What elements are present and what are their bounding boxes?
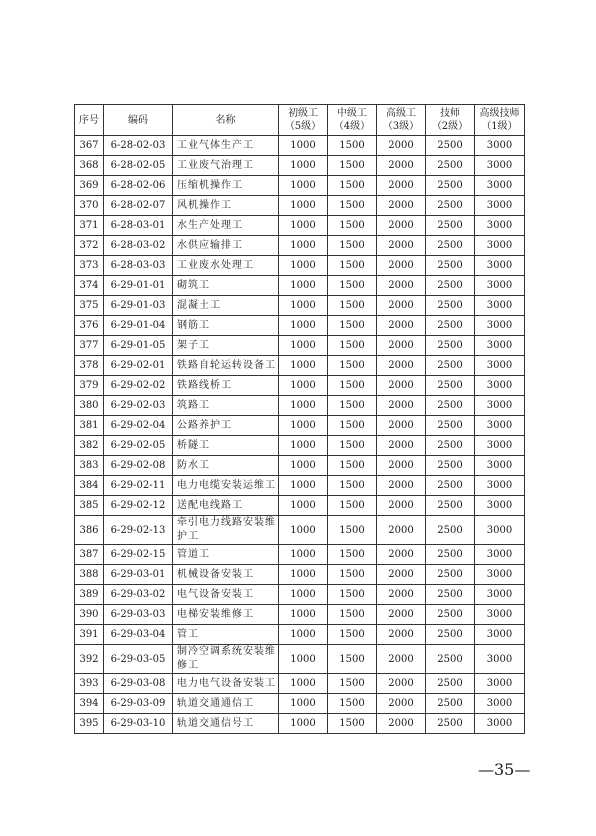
cell-level3: 2000 <box>377 496 426 516</box>
cell-code: 6-29-03-09 <box>104 694 173 714</box>
cell-name: 水供应输排工 <box>173 236 279 256</box>
table-row <box>75 416 525 436</box>
cell-level4: 1500 <box>328 645 377 674</box>
cell-code: 6-29-03-01 <box>104 565 173 585</box>
cell-name: 桥隧工 <box>173 436 279 456</box>
cell-code: 6-29-01-05 <box>104 336 173 356</box>
cell-level1: 3000 <box>475 336 525 356</box>
cell-level3: 2000 <box>377 336 426 356</box>
cell-level5: 1000 <box>279 136 328 156</box>
cell-level2: 2500 <box>426 356 475 376</box>
cell-level2: 2500 <box>426 236 475 256</box>
cell-level4: 1500 <box>328 336 377 356</box>
cell-level4: 1500 <box>328 256 377 276</box>
cell-name: 筑路工 <box>173 396 279 416</box>
header-level2-title: 技师 <box>440 108 460 119</box>
cell-seq: 393 <box>75 674 104 694</box>
table-row <box>75 336 525 356</box>
cell-level1: 3000 <box>475 376 525 396</box>
cell-level3: 2000 <box>377 516 426 545</box>
cell-name: 钢筋工 <box>173 316 279 336</box>
table-row <box>75 605 525 625</box>
cell-name: 风机操作工 <box>173 196 279 216</box>
table-row <box>75 516 525 545</box>
table-row <box>75 276 525 296</box>
cell-level4: 1500 <box>328 136 377 156</box>
cell-name: 架子工 <box>173 336 279 356</box>
cell-level2: 2500 <box>426 545 475 565</box>
cell-level1: 3000 <box>475 496 525 516</box>
cell-level5: 1000 <box>279 714 328 734</box>
cell-level5: 1000 <box>279 336 328 356</box>
cell-level4: 1500 <box>328 565 377 585</box>
table-row <box>75 256 525 276</box>
cell-level4: 1500 <box>328 196 377 216</box>
cell-code: 6-29-03-10 <box>104 714 173 734</box>
cell-level5: 1000 <box>279 196 328 216</box>
table-row <box>75 316 525 336</box>
cell-level1: 3000 <box>475 396 525 416</box>
cell-code: 6-29-01-01 <box>104 276 173 296</box>
cell-code: 6-29-02-11 <box>104 476 173 496</box>
cell-level3: 2000 <box>377 256 426 276</box>
table-row <box>75 565 525 585</box>
cell-level3: 2000 <box>377 196 426 216</box>
cell-code: 6-29-02-01 <box>104 356 173 376</box>
cell-level1: 3000 <box>475 565 525 585</box>
page-number: —35— <box>478 760 531 779</box>
table-body <box>75 136 525 734</box>
cell-level2: 2500 <box>426 456 475 476</box>
cell-level1: 3000 <box>475 674 525 694</box>
cell-level4: 1500 <box>328 476 377 496</box>
cell-level2: 2500 <box>426 416 475 436</box>
cell-code: 6-28-02-06 <box>104 176 173 196</box>
cell-level5: 1000 <box>279 516 328 545</box>
cell-code: 6-29-01-04 <box>104 316 173 336</box>
cell-level3: 2000 <box>377 714 426 734</box>
cell-level2: 2500 <box>426 605 475 625</box>
cell-level1: 3000 <box>475 156 525 176</box>
cell-level1: 3000 <box>475 276 525 296</box>
cell-seq: 391 <box>75 625 104 645</box>
cell-level5: 1000 <box>279 176 328 196</box>
cell-level5: 1000 <box>279 496 328 516</box>
cell-seq: 382 <box>75 436 104 456</box>
cell-name: 制冷空调系统安装维修工 <box>173 645 279 674</box>
cell-level5: 1000 <box>279 276 328 296</box>
cell-name: 工业废水处理工 <box>173 256 279 276</box>
cell-level1: 3000 <box>475 416 525 436</box>
cell-level4: 1500 <box>328 545 377 565</box>
cell-level3: 2000 <box>377 296 426 316</box>
table-row <box>75 176 525 196</box>
header-level3-title: 高级工 <box>386 108 416 119</box>
cell-seq: 386 <box>75 516 104 545</box>
cell-level1: 3000 <box>475 714 525 734</box>
header-seq: 序号 <box>75 105 104 136</box>
subsidy-table <box>74 104 525 734</box>
cell-name: 压缩机操作工 <box>173 176 279 196</box>
cell-level4: 1500 <box>328 396 377 416</box>
cell-name: 管道工 <box>173 545 279 565</box>
cell-code: 6-29-02-05 <box>104 436 173 456</box>
cell-name: 轨道交通通信工 <box>173 694 279 714</box>
cell-seq: 384 <box>75 476 104 496</box>
cell-seq: 376 <box>75 316 104 336</box>
cell-level2: 2500 <box>426 136 475 156</box>
header-level2 <box>426 105 475 136</box>
cell-code: 6-28-02-03 <box>104 136 173 156</box>
cell-level3: 2000 <box>377 694 426 714</box>
cell-level1: 3000 <box>475 516 525 545</box>
cell-level4: 1500 <box>328 216 377 236</box>
cell-level4: 1500 <box>328 714 377 734</box>
cell-level3: 2000 <box>377 456 426 476</box>
table-row <box>75 585 525 605</box>
cell-level4: 1500 <box>328 605 377 625</box>
table-row <box>75 625 525 645</box>
cell-seq: 370 <box>75 196 104 216</box>
cell-level3: 2000 <box>377 136 426 156</box>
cell-level4: 1500 <box>328 376 377 396</box>
cell-name: 机械设备安装工 <box>173 565 279 585</box>
cell-seq: 390 <box>75 605 104 625</box>
cell-code: 6-28-03-02 <box>104 236 173 256</box>
cell-level1: 3000 <box>475 196 525 216</box>
cell-level3: 2000 <box>377 476 426 496</box>
cell-code: 6-29-02-12 <box>104 496 173 516</box>
cell-code: 6-28-03-03 <box>104 256 173 276</box>
cell-level2: 2500 <box>426 714 475 734</box>
header-level5-title: 初级工 <box>288 108 318 119</box>
cell-level5: 1000 <box>279 585 328 605</box>
table-row <box>75 376 525 396</box>
cell-code: 6-29-02-04 <box>104 416 173 436</box>
cell-code: 6-28-03-01 <box>104 216 173 236</box>
cell-level1: 3000 <box>475 296 525 316</box>
cell-code: 6-29-02-02 <box>104 376 173 396</box>
cell-name: 砌筑工 <box>173 276 279 296</box>
cell-name: 混凝土工 <box>173 296 279 316</box>
cell-name: 铁路自轮运转设备工 <box>173 356 279 376</box>
cell-level5: 1000 <box>279 296 328 316</box>
cell-code: 6-29-02-13 <box>104 516 173 545</box>
cell-level1: 3000 <box>475 436 525 456</box>
cell-level1: 3000 <box>475 356 525 376</box>
cell-level2: 2500 <box>426 476 475 496</box>
cell-name: 电力电缆安装运维工 <box>173 476 279 496</box>
cell-level5: 1000 <box>279 545 328 565</box>
cell-level1: 3000 <box>475 645 525 674</box>
header-level4 <box>328 105 377 136</box>
cell-level4: 1500 <box>328 516 377 545</box>
cell-seq: 395 <box>75 714 104 734</box>
cell-level4: 1500 <box>328 585 377 605</box>
cell-level4: 1500 <box>328 236 377 256</box>
cell-seq: 379 <box>75 376 104 396</box>
cell-name: 电梯安装维修工 <box>173 605 279 625</box>
cell-level1: 3000 <box>475 625 525 645</box>
cell-level1: 3000 <box>475 216 525 236</box>
cell-level5: 1000 <box>279 565 328 585</box>
cell-level1: 3000 <box>475 585 525 605</box>
table-row <box>75 136 525 156</box>
header-level4-title: 中级工 <box>337 108 367 119</box>
cell-level5: 1000 <box>279 156 328 176</box>
header-level2-sub: （2级） <box>431 121 469 132</box>
cell-name: 工业气体生产工 <box>173 136 279 156</box>
cell-level4: 1500 <box>328 496 377 516</box>
cell-level4: 1500 <box>328 316 377 336</box>
header-level1-sub: （1级） <box>481 121 518 132</box>
table-row <box>75 674 525 694</box>
cell-level3: 2000 <box>377 416 426 436</box>
cell-level3: 2000 <box>377 605 426 625</box>
cell-seq: 369 <box>75 176 104 196</box>
cell-level3: 2000 <box>377 674 426 694</box>
cell-level3: 2000 <box>377 276 426 296</box>
cell-seq: 377 <box>75 336 104 356</box>
table-row <box>75 694 525 714</box>
header-level3-sub: （3级） <box>382 121 420 132</box>
cell-name: 送配电线路工 <box>173 496 279 516</box>
cell-level1: 3000 <box>475 456 525 476</box>
header-level5-sub: （5级） <box>284 121 322 132</box>
cell-level2: 2500 <box>426 296 475 316</box>
cell-level5: 1000 <box>279 476 328 496</box>
cell-level2: 2500 <box>426 196 475 216</box>
cell-level2: 2500 <box>426 256 475 276</box>
cell-level4: 1500 <box>328 296 377 316</box>
cell-level1: 3000 <box>475 605 525 625</box>
cell-level5: 1000 <box>279 356 328 376</box>
cell-level5: 1000 <box>279 256 328 276</box>
cell-level4: 1500 <box>328 674 377 694</box>
table-row <box>75 396 525 416</box>
cell-level2: 2500 <box>426 496 475 516</box>
cell-seq: 375 <box>75 296 104 316</box>
header-level3 <box>377 105 426 136</box>
cell-seq: 381 <box>75 416 104 436</box>
cell-level1: 3000 <box>475 256 525 276</box>
table-row <box>75 296 525 316</box>
cell-level2: 2500 <box>426 645 475 674</box>
cell-level2: 2500 <box>426 694 475 714</box>
cell-seq: 392 <box>75 645 104 674</box>
cell-code: 6-28-02-05 <box>104 156 173 176</box>
cell-level2: 2500 <box>426 565 475 585</box>
table-row <box>75 456 525 476</box>
cell-level3: 2000 <box>377 236 426 256</box>
cell-level3: 2000 <box>377 545 426 565</box>
cell-seq: 387 <box>75 545 104 565</box>
cell-name: 管工 <box>173 625 279 645</box>
cell-code: 6-29-03-04 <box>104 625 173 645</box>
cell-level5: 1000 <box>279 416 328 436</box>
header-name: 名称 <box>173 105 279 136</box>
cell-level1: 3000 <box>475 176 525 196</box>
cell-level4: 1500 <box>328 356 377 376</box>
cell-level2: 2500 <box>426 674 475 694</box>
cell-seq: 373 <box>75 256 104 276</box>
cell-level5: 1000 <box>279 316 328 336</box>
cell-seq: 388 <box>75 565 104 585</box>
cell-name: 铁路线桥工 <box>173 376 279 396</box>
cell-seq: 372 <box>75 236 104 256</box>
header-level4-sub: （4级） <box>333 121 371 132</box>
cell-level2: 2500 <box>426 585 475 605</box>
cell-level1: 3000 <box>475 236 525 256</box>
cell-level1: 3000 <box>475 316 525 336</box>
cell-name: 牵引电力线路安装维护工 <box>173 516 279 545</box>
cell-level3: 2000 <box>377 216 426 236</box>
cell-level4: 1500 <box>328 625 377 645</box>
cell-level3: 2000 <box>377 645 426 674</box>
cell-code: 6-29-02-08 <box>104 456 173 476</box>
cell-level1: 3000 <box>475 694 525 714</box>
cell-code: 6-28-02-07 <box>104 196 173 216</box>
cell-seq: 378 <box>75 356 104 376</box>
cell-level2: 2500 <box>426 436 475 456</box>
cell-seq: 371 <box>75 216 104 236</box>
cell-level2: 2500 <box>426 176 475 196</box>
cell-level2: 2500 <box>426 376 475 396</box>
table-row <box>75 236 525 256</box>
cell-level2: 2500 <box>426 625 475 645</box>
cell-code: 6-29-03-08 <box>104 674 173 694</box>
cell-code: 6-29-03-05 <box>104 645 173 674</box>
cell-level1: 3000 <box>475 476 525 496</box>
cell-level5: 1000 <box>279 694 328 714</box>
cell-level2: 2500 <box>426 336 475 356</box>
cell-level3: 2000 <box>377 585 426 605</box>
cell-code: 6-29-03-03 <box>104 605 173 625</box>
cell-level1: 3000 <box>475 136 525 156</box>
table-row <box>75 476 525 496</box>
table-row <box>75 216 525 236</box>
cell-level4: 1500 <box>328 436 377 456</box>
cell-name: 轨道交通信号工 <box>173 714 279 734</box>
cell-seq: 394 <box>75 694 104 714</box>
cell-name: 水生产处理工 <box>173 216 279 236</box>
cell-level5: 1000 <box>279 376 328 396</box>
cell-level3: 2000 <box>377 565 426 585</box>
cell-level4: 1500 <box>328 694 377 714</box>
cell-seq: 383 <box>75 456 104 476</box>
table-row <box>75 645 525 674</box>
cell-level5: 1000 <box>279 436 328 456</box>
cell-level4: 1500 <box>328 416 377 436</box>
cell-level4: 1500 <box>328 456 377 476</box>
cell-level2: 2500 <box>426 316 475 336</box>
cell-level2: 2500 <box>426 216 475 236</box>
cell-code: 6-29-02-15 <box>104 545 173 565</box>
header-code: 编码 <box>104 105 173 136</box>
cell-level3: 2000 <box>377 176 426 196</box>
cell-level5: 1000 <box>279 674 328 694</box>
header-level5 <box>279 105 328 136</box>
table-row <box>75 714 525 734</box>
cell-level5: 1000 <box>279 216 328 236</box>
cell-seq: 368 <box>75 156 104 176</box>
cell-level3: 2000 <box>377 396 426 416</box>
cell-level5: 1000 <box>279 396 328 416</box>
cell-level3: 2000 <box>377 625 426 645</box>
header-level1-title: 高级技师 <box>479 108 520 119</box>
cell-name: 防水工 <box>173 456 279 476</box>
cell-level1: 3000 <box>475 545 525 565</box>
table-header-row <box>75 105 525 136</box>
cell-level5: 1000 <box>279 605 328 625</box>
cell-level4: 1500 <box>328 176 377 196</box>
cell-level2: 2500 <box>426 156 475 176</box>
table-row <box>75 356 525 376</box>
cell-level5: 1000 <box>279 625 328 645</box>
cell-name: 电气设备安装工 <box>173 585 279 605</box>
table-row <box>75 545 525 565</box>
cell-level3: 2000 <box>377 436 426 456</box>
cell-seq: 385 <box>75 496 104 516</box>
cell-name: 工业废气治理工 <box>173 156 279 176</box>
table-row <box>75 496 525 516</box>
cell-level3: 2000 <box>377 316 426 336</box>
cell-code: 6-29-01-03 <box>104 296 173 316</box>
cell-level5: 1000 <box>279 645 328 674</box>
cell-level5: 1000 <box>279 456 328 476</box>
table-row <box>75 436 525 456</box>
cell-seq: 367 <box>75 136 104 156</box>
cell-seq: 380 <box>75 396 104 416</box>
cell-name: 电力电气设备安装工 <box>173 674 279 694</box>
cell-code: 6-29-02-03 <box>104 396 173 416</box>
cell-level3: 2000 <box>377 356 426 376</box>
cell-seq: 374 <box>75 276 104 296</box>
cell-level4: 1500 <box>328 276 377 296</box>
cell-level2: 2500 <box>426 516 475 545</box>
cell-seq: 389 <box>75 585 104 605</box>
cell-level2: 2500 <box>426 396 475 416</box>
cell-level2: 2500 <box>426 276 475 296</box>
cell-name: 公路养护工 <box>173 416 279 436</box>
table-row <box>75 196 525 216</box>
cell-code: 6-29-03-02 <box>104 585 173 605</box>
cell-level3: 2000 <box>377 156 426 176</box>
cell-level4: 1500 <box>328 156 377 176</box>
table-row <box>75 156 525 176</box>
cell-level5: 1000 <box>279 236 328 256</box>
header-level1 <box>475 105 525 136</box>
cell-level3: 2000 <box>377 376 426 396</box>
